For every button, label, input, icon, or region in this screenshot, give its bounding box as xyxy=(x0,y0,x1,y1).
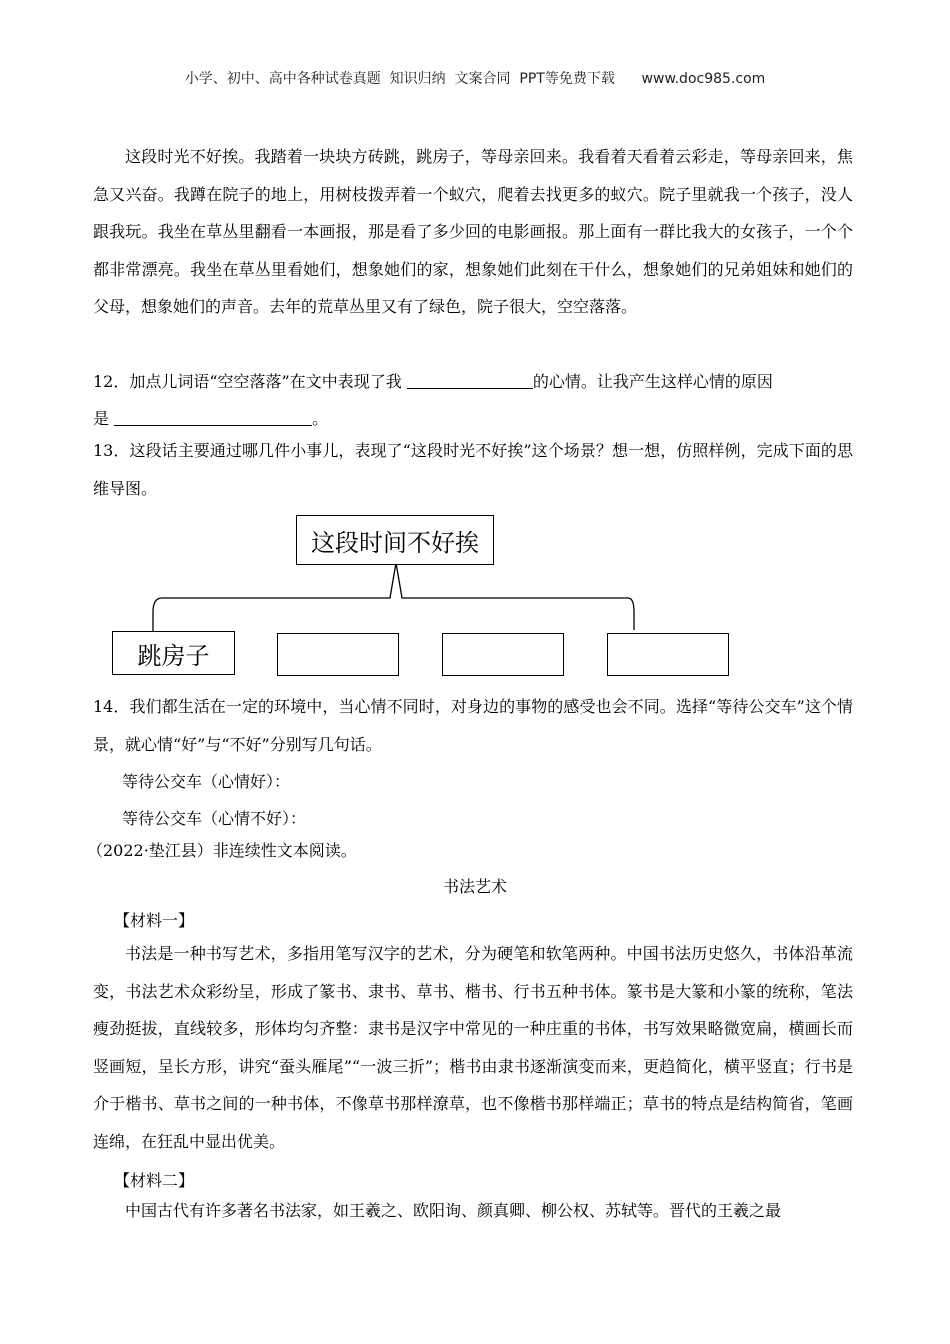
material-2-text: 中国古代有许多著名书法家，如王羲之、欧阳询、颜真卿、柳公权、苏轼等。晋代的王羲之最 xyxy=(125,1201,782,1220)
question-12-text-a: 12．加点儿词语“空空落落”在文中表现了我 xyxy=(93,372,407,391)
mindmap-leaf-2[interactable] xyxy=(277,633,399,676)
question-13: 13．这段话主要通过哪几件小事儿，表现了“这段时光不好挨”这个场景？想一想，仿照样例，完成下面的思维导图。 xyxy=(93,441,853,498)
mindmap-leaf-3[interactable] xyxy=(442,633,564,676)
material-2-label: 【材料二】 xyxy=(114,1171,195,1190)
section-title: 书法艺术 xyxy=(442,877,507,896)
passage-paragraph: 这段时光不好挨。我踏着一块块方砖跳，跳房子，等母亲回来。我看着天看着云彩走，等母亲回来，焦急又兴奋。我蹲在院子的地上，用树枝拨弄着一个蚁穴，爬着去找更多的蚁穴。院子里就我一个孩子，没人跟我玩。我坐在草丛里翻看一本画报，那是看了多少回的电影画报。那上面有一群比我大的女孩子，一个个都非常漂亮。我坐在草丛里看她们，想象她们的家，想象她们此刻在干什么，想象她们的兄弟姐妹和她们的父母，想象她们的声音。去年的荒草丛里又有了绿色，院子很大，空空落落。 xyxy=(93,147,853,316)
question-14: 14．我们都生活在一定的环境中，当心情不同时，对身边的事物的感受也会不同。选择“等待公交车”这个情景，就心情“好”与“不好”分别写几句话。 xyxy=(93,697,853,754)
q14-good-mood-prompt: 等待公交车（心情好）： xyxy=(122,772,291,791)
section-source: （2022·垫江县）非连续性文本阅读。 xyxy=(87,841,357,860)
mindmap-root: 这段时间不好挨 xyxy=(296,515,494,565)
material-1-label: 【材料一】 xyxy=(114,911,195,930)
mindmap-leaf-1: 跳房子 xyxy=(112,631,235,675)
mindmap-leaf-4[interactable] xyxy=(607,633,729,676)
page-header: 小学、初中、高中各种试卷真题 知识归纳 文案合同 PPT等免费下载 www.doc985.com xyxy=(184,71,766,87)
question-12-text-d: 。 xyxy=(312,409,329,428)
material-1-text: 书法是一种书写艺术，多指用笔写汉字的艺术，分为硬笔和软笔两种。中国书法历史悠久，书体沿革流变，书法艺术众彩纷呈，形成了篆书、隶书、草书、楷书、行书五种书体。篆书是大篆和小篆的统称，笔法瘦劲挺拔，直线较多，形体均匀齐整：隶书是汉字中常见的一种庄重的书体，书写效果略微宽扁，横画长而竖画短，呈长方形，讲究“蚕头雁尾”“一波三折”；楷书由隶书逐渐演变而来，更趋简化，横平竖直；行书是介于楷书、草书之间的一种书体，不像草书那样潦草，也不像楷书那样端正；草书的特点是结构简省，笔画连绵，在狂乱中显出优美。 xyxy=(93,944,853,1151)
question-12-text-c: 是 xyxy=(93,409,115,428)
question-12-text-b: 的心情。让我产生这样心情的原因 xyxy=(532,372,773,391)
q14-bad-mood-prompt: 等待公交车（心情不好）： xyxy=(122,809,307,828)
